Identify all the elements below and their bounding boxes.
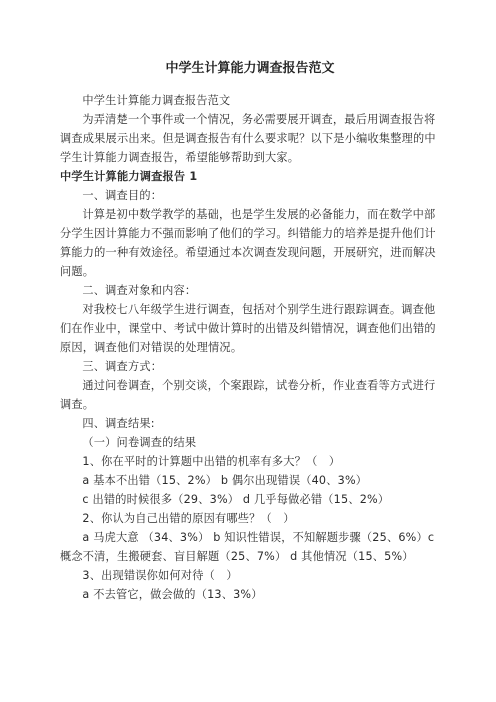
document-body bbox=[60, 91, 440, 604]
document-page bbox=[60, 60, 440, 604]
paragraph: 一、调查目的： bbox=[82, 189, 163, 202]
paragraph: 对我校七八年级学生进行调查，包括对个别学生进行跟踪调查。调查他们在作业中，课堂中、考试中做计算时的出错及纠错情况，调查他们出错的原因，调查他们对错误的处理情况。 bbox=[60, 303, 436, 354]
paragraph: a 基本不出错（15、2%） b 偶尔出现错误（40、3%） bbox=[82, 474, 368, 487]
document-title: 中学生计算能力调查报告范文 bbox=[165, 61, 335, 76]
paragraph: 四、调查结果: bbox=[82, 417, 155, 430]
paragraph: 二、调查对象和内容： bbox=[82, 284, 197, 297]
paragraph: 三、调查方式： bbox=[82, 360, 163, 373]
paragraph: 1、你在平时的计算题中出错的机率有多大？（ ） bbox=[82, 455, 341, 468]
paragraph: 2、你认为自己出错的原因有哪些？（ ） bbox=[82, 512, 295, 525]
paragraph: a 不去管它，做会做的（13、3%） bbox=[82, 588, 263, 601]
paragraph: 为弄清楚一个事件或一个情况，务必需要展开调查，最后用调查报告将调查成果展示出来。但是调查报告有什么要求呢？以下是小编收集整理的中学生计算能力调查报告，希望能够帮助到大家。 bbox=[60, 113, 436, 164]
paragraph: 计算是初中数学教学的基础，也是学生发展的必备能力，而在数学中部分学生因计算能力不强而影响了他们的学习。纠错能力的培养是提升他们计算能力的一种有效途径。希望通过本次调查发现问题，开展研究，进而解决问题。 bbox=[60, 208, 436, 278]
paragraph: （一）问卷调查的结果 bbox=[82, 436, 197, 449]
paragraph: c 出错的时候很多（29、3%） d 几乎每做必错（15、2%） bbox=[82, 493, 390, 506]
paragraph: 3、出现错误你如何对待（ ） bbox=[82, 569, 238, 582]
paragraph: a 马虎大意 （34、3%） b 知识性错误，不知解题步骤（25、6%）c 概念不清，生搬硬套、盲目解题（25、7%） d 其他情况（15、5%） bbox=[60, 531, 435, 563]
paragraph: 通过问卷调查，个别交谈，个案跟踪，试卷分析，作业查看等方式进行调查。 bbox=[60, 379, 436, 411]
paragraph: 中学生计算能力调查报告范文 bbox=[82, 94, 231, 107]
section-heading: 中学生计算能力调查报告 1 bbox=[60, 170, 198, 183]
